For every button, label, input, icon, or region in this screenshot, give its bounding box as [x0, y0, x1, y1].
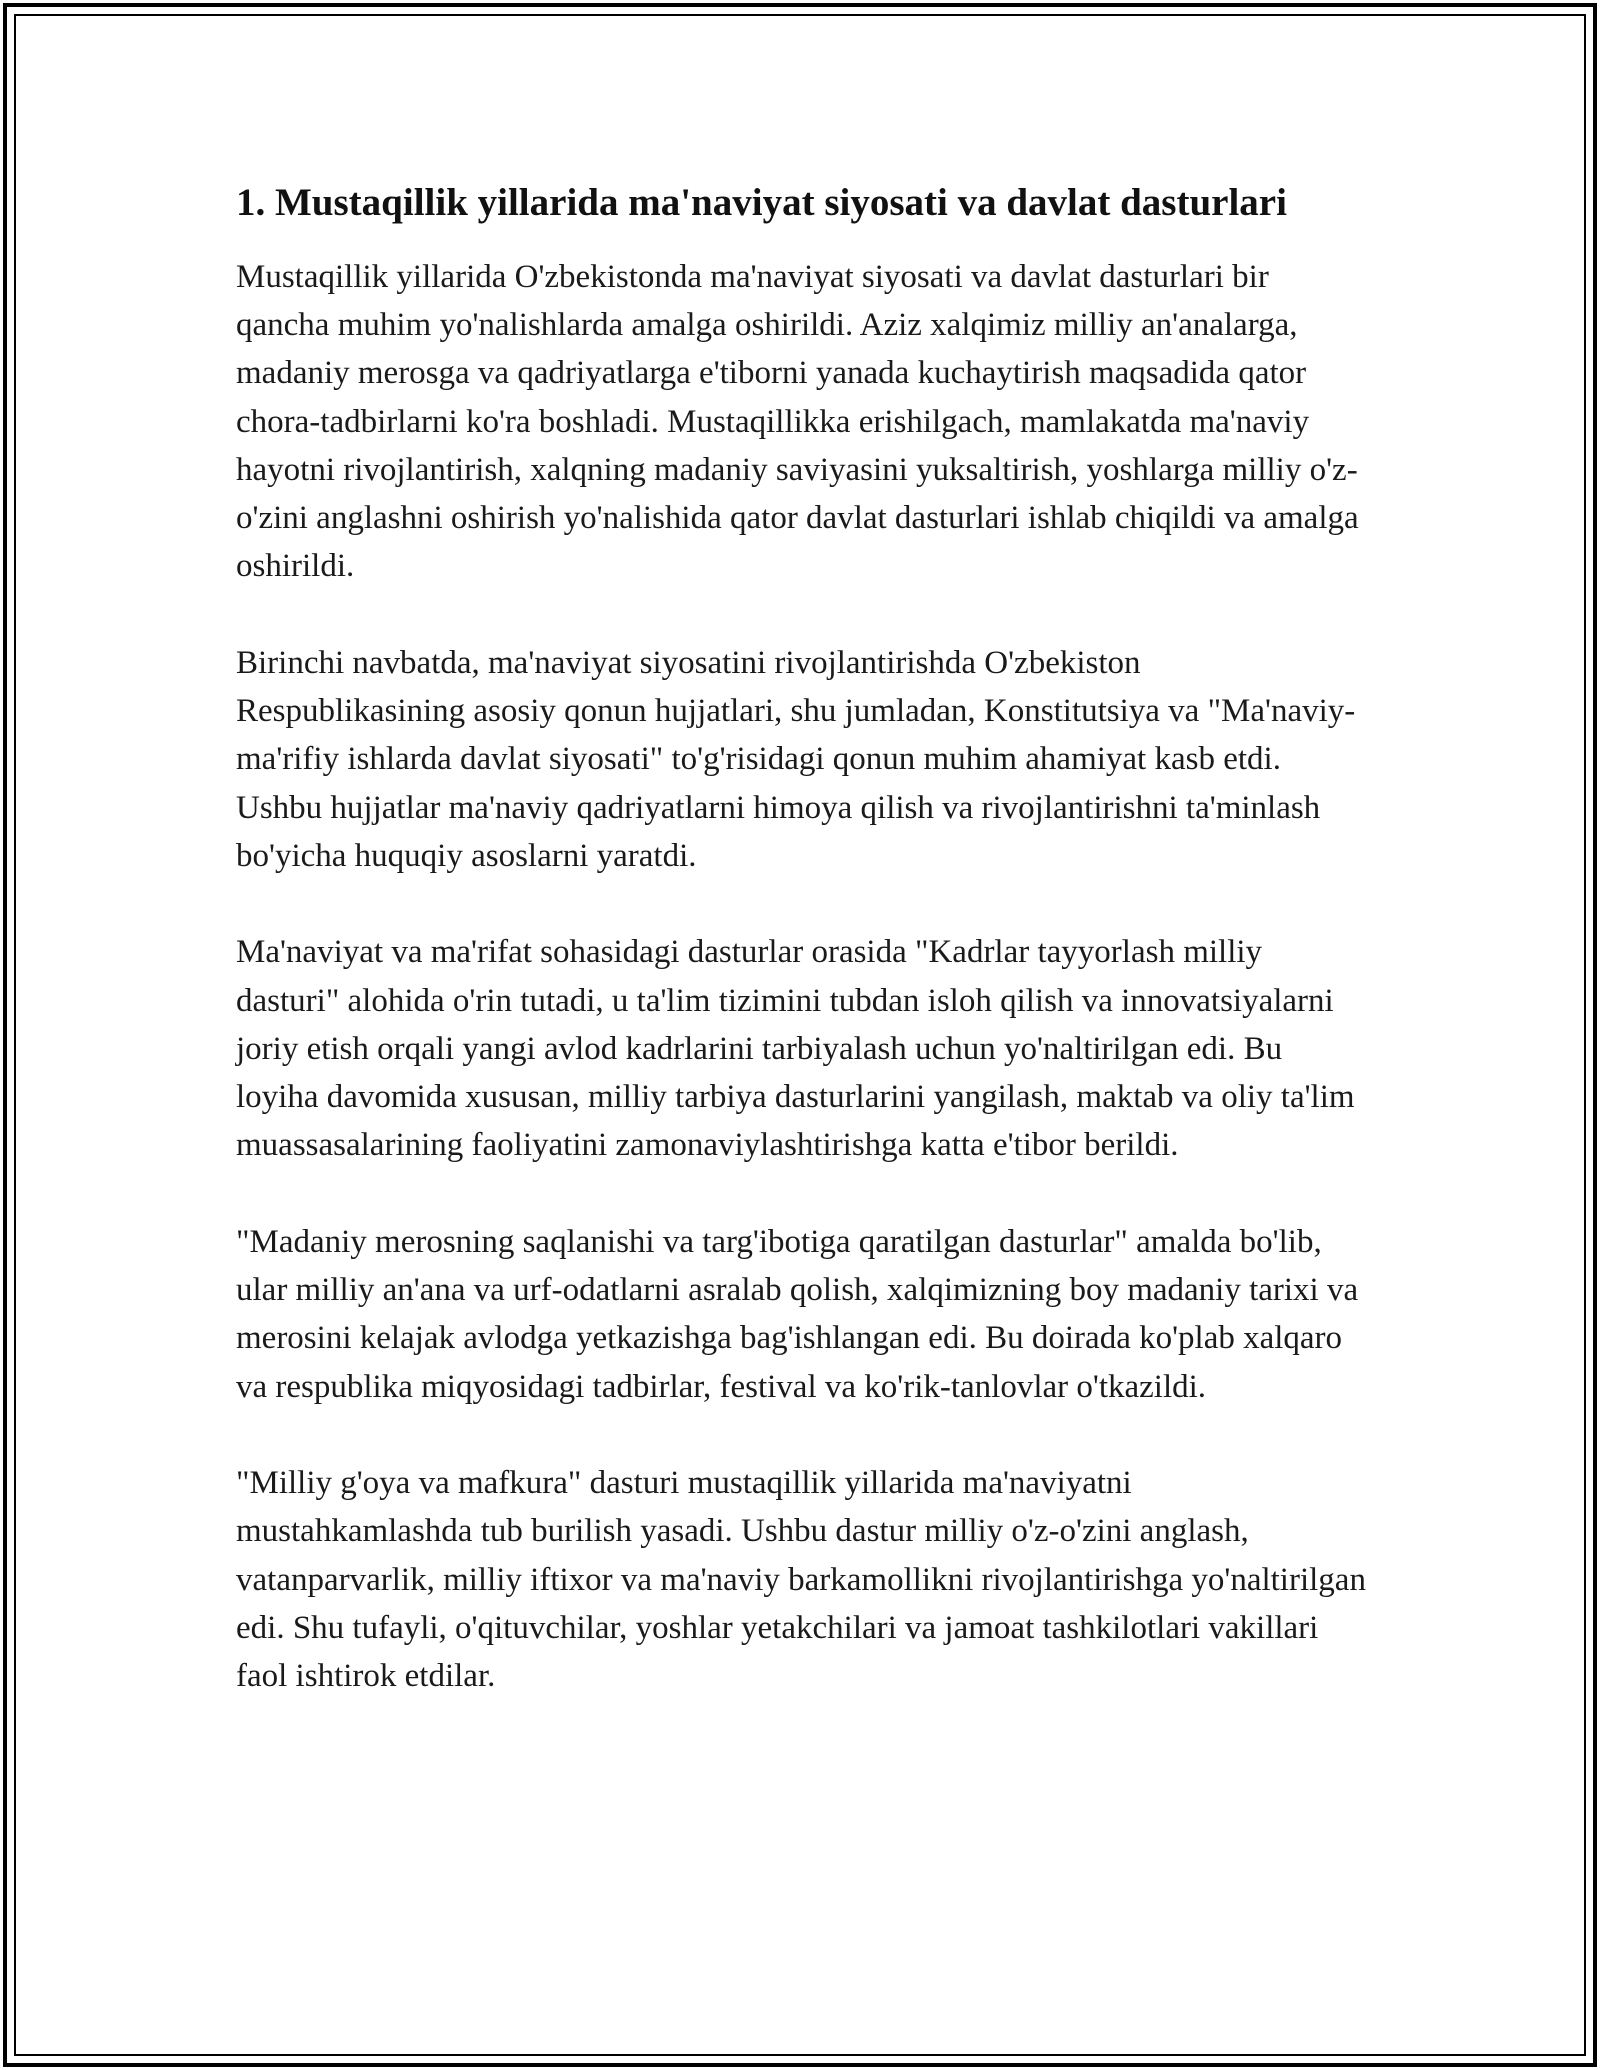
paragraph-5: "Milliy g'oya va mafkura" dasturi mustaqillik yillarida ma'naviyatni mustahkamlashda tub burilish yasadi. Ushbu dastur milliy o'z-o'zini anglash, vatanparvarlik, milliy iftixor va ma'naviy barkamollikni rivojlantirishga yo'naltirilgan edi. Shu tufayli, o'qituvchilar, yoshlar yetakchilari va jamoat tashkilotlari vakillari faol ishtirok etdilar.	[236, 1464, 1366, 1695]
paragraph-3: Ma'naviyat va ma'rifat sohasidagi dasturlar orasida "Kadrlar tayyorlash milliy dasturi" alohida o'rin tutadi, u ta'lim tizimini tubdan isloh qilish va innovatsiyalarni joriy etish orqali yangi avlod kadrlarini tarbiyalash uchun yo'naltirilgan edi. Bu loyiha davomida xususan, milliy tarbiya dasturlarini yangilash, maktab va oliy ta'lim muassasalarining faoliyatini zamonaviylashtirishga katta e'tibor berildi.	[236, 934, 1355, 1164]
section-heading: 1. Mustaqillik yillarida ma'naviyat siyosati va davlat dasturlari	[236, 181, 1287, 224]
paragraph-2: Birinchi navbatda, ma'naviyat siyosatini rivojlantirishda O'zbekiston Respublikasining asosiy qonun hujjatlari, shu jumladan, Konstitutsiya va "Ma'naviy-ma'rifiy ishlarda davlat siyosati" to'g'risidagi qonun muhim ahamiyat kasb etdi. Ushbu hujjatlar ma'naviy qadriyatlarni himoya qilish va rivojlantirishni ta'minlash bo'yicha huquqiy asoslarni yaratdi.	[236, 644, 1356, 874]
paragraph-4: "Madaniy merosning saqlanishi va targ'ibotiga qaratilgan dasturlar" amalda bo'lib, ular milliy an'ana va urf-odatlarni asralab qolish, xalqimizning boy madaniy tarixi va merosini kelajak avlodga yetkazishga bag'ishlangan edi. Bu doirada ko'plab xalqaro va respublika miqyosidagi tadbirlar, festival va ko'rik-tanlovlar o'tkazildi.	[236, 1223, 1359, 1405]
document-body	[236, 178, 1366, 1748]
paragraph-1: Mustaqillik yillarida O'zbekistonda ma'naviyat siyosati va davlat dasturlari bir qancha muhim yo'nalishlarda amalga oshirildi. Aziz xalqimiz milliy an'analarga, madaniy merosga va qadriyatlarga e'tiborni yanada kuchaytirish maqsadida qator chora-tadbirlarni ko'ra boshladi. Mustaqillikka erishilgach, mamlakatda ma'naviy hayotni rivojlantirish, xalqning madaniy saviyasini yuksaltirish, yoshlarga milliy o'z-o'zini anglashni oshirish yo'nalishida qator davlat dasturlari ishlab chiqildi va amalga oshirildi.	[236, 258, 1359, 585]
